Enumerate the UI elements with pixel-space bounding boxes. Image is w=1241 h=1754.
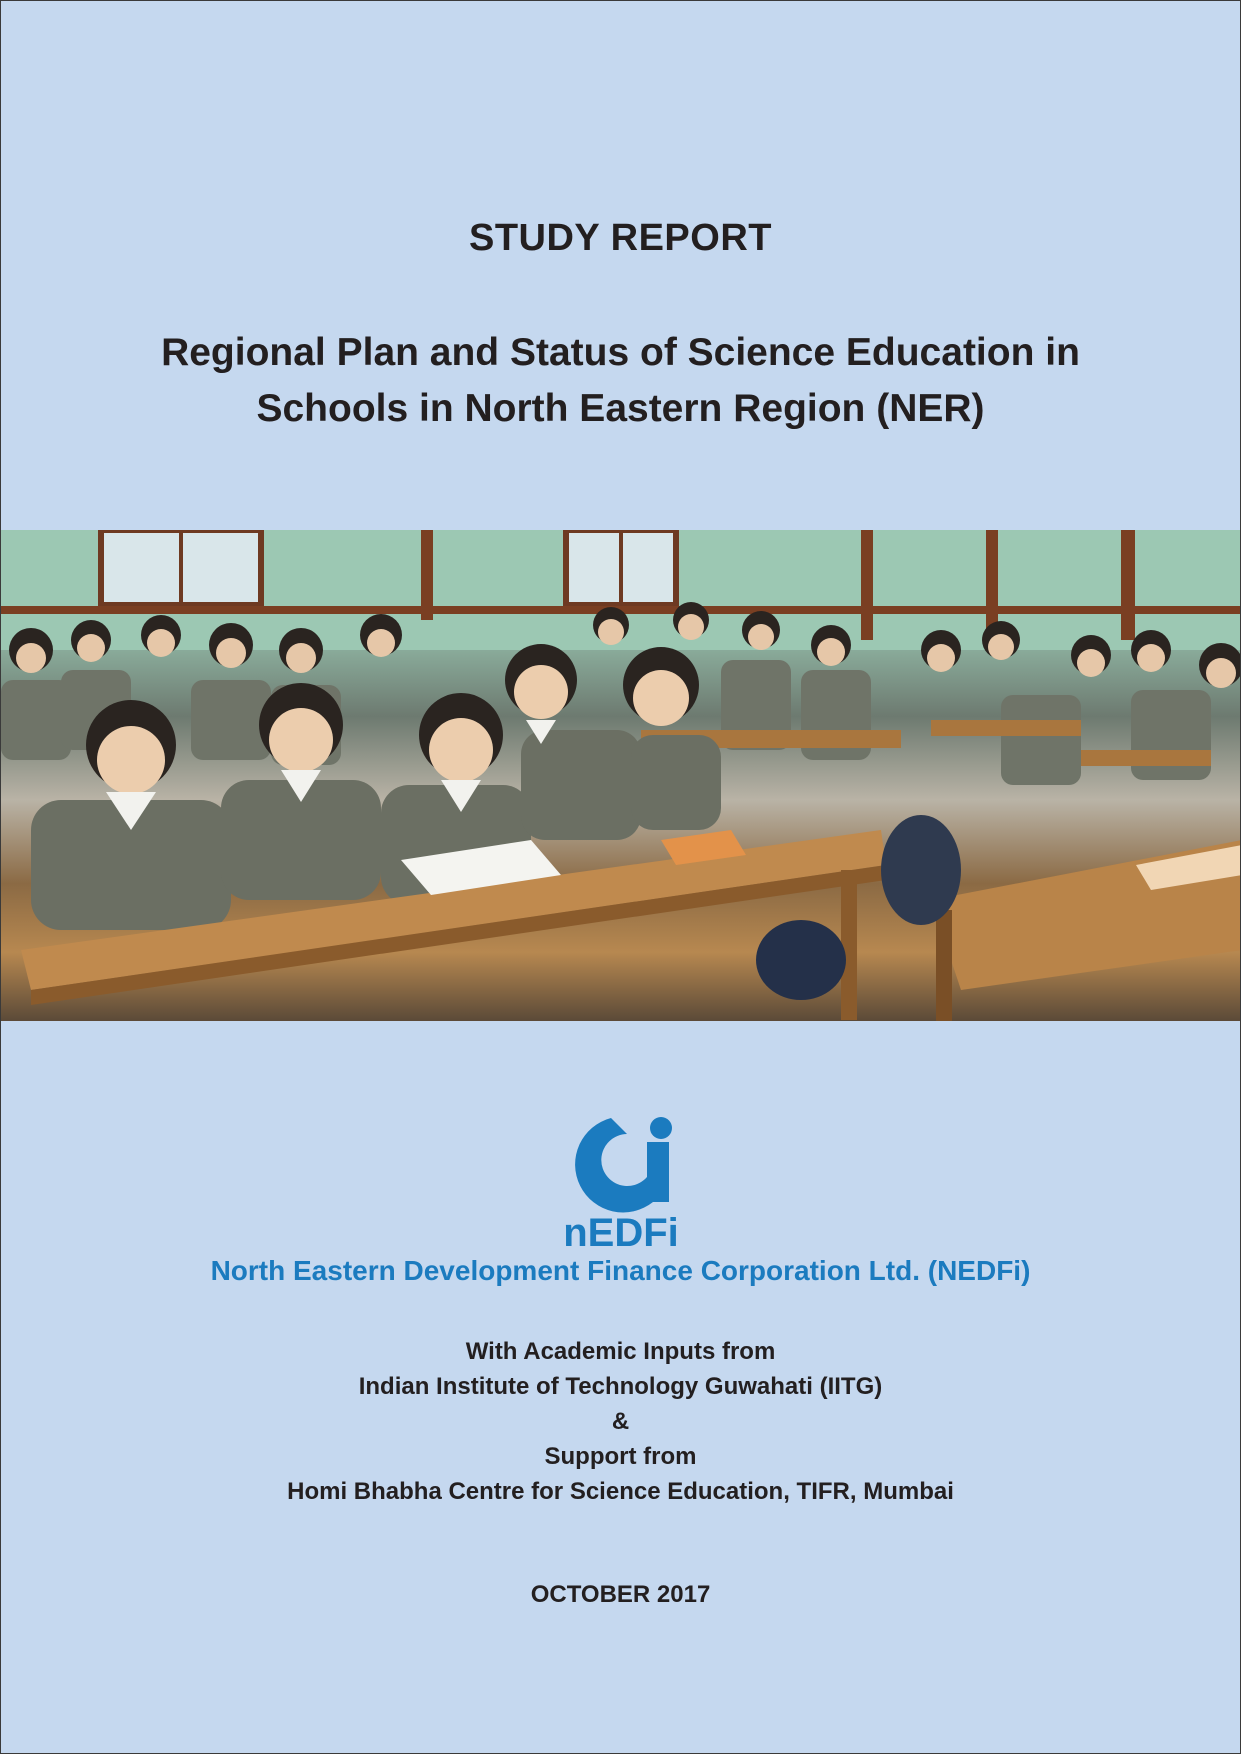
report-type-heading: STUDY REPORT <box>468 217 772 259</box>
credits-block <box>1 1334 1240 1509</box>
credit-line: Homi Bhabha Centre for Science Education, TIFR, Mumbai <box>287 1478 954 1505</box>
credit-line: & <box>611 1408 630 1435</box>
credit-line: Indian Institute of Technology Guwahati (IITG) <box>358 1373 883 1400</box>
credit-line: Support from <box>544 1443 697 1470</box>
classroom-illustration <box>1 530 1241 1021</box>
report-title-line-1: Regional Plan and Status of Science Education in <box>161 331 1080 374</box>
logo-wordmark: nEDFi <box>563 1211 679 1251</box>
credit-line: With Academic Inputs from <box>465 1338 776 1365</box>
report-title-line-2: Schools in North Eastern Region (NER) <box>256 387 985 430</box>
organization-name: North Eastern Development Finance Corporation Ltd. (NEDFi) <box>210 1255 1031 1286</box>
nedfi-logo <box>551 1106 691 1251</box>
publication-date: OCTOBER 2017 <box>530 1581 711 1608</box>
classroom-photo <box>1 530 1241 1021</box>
